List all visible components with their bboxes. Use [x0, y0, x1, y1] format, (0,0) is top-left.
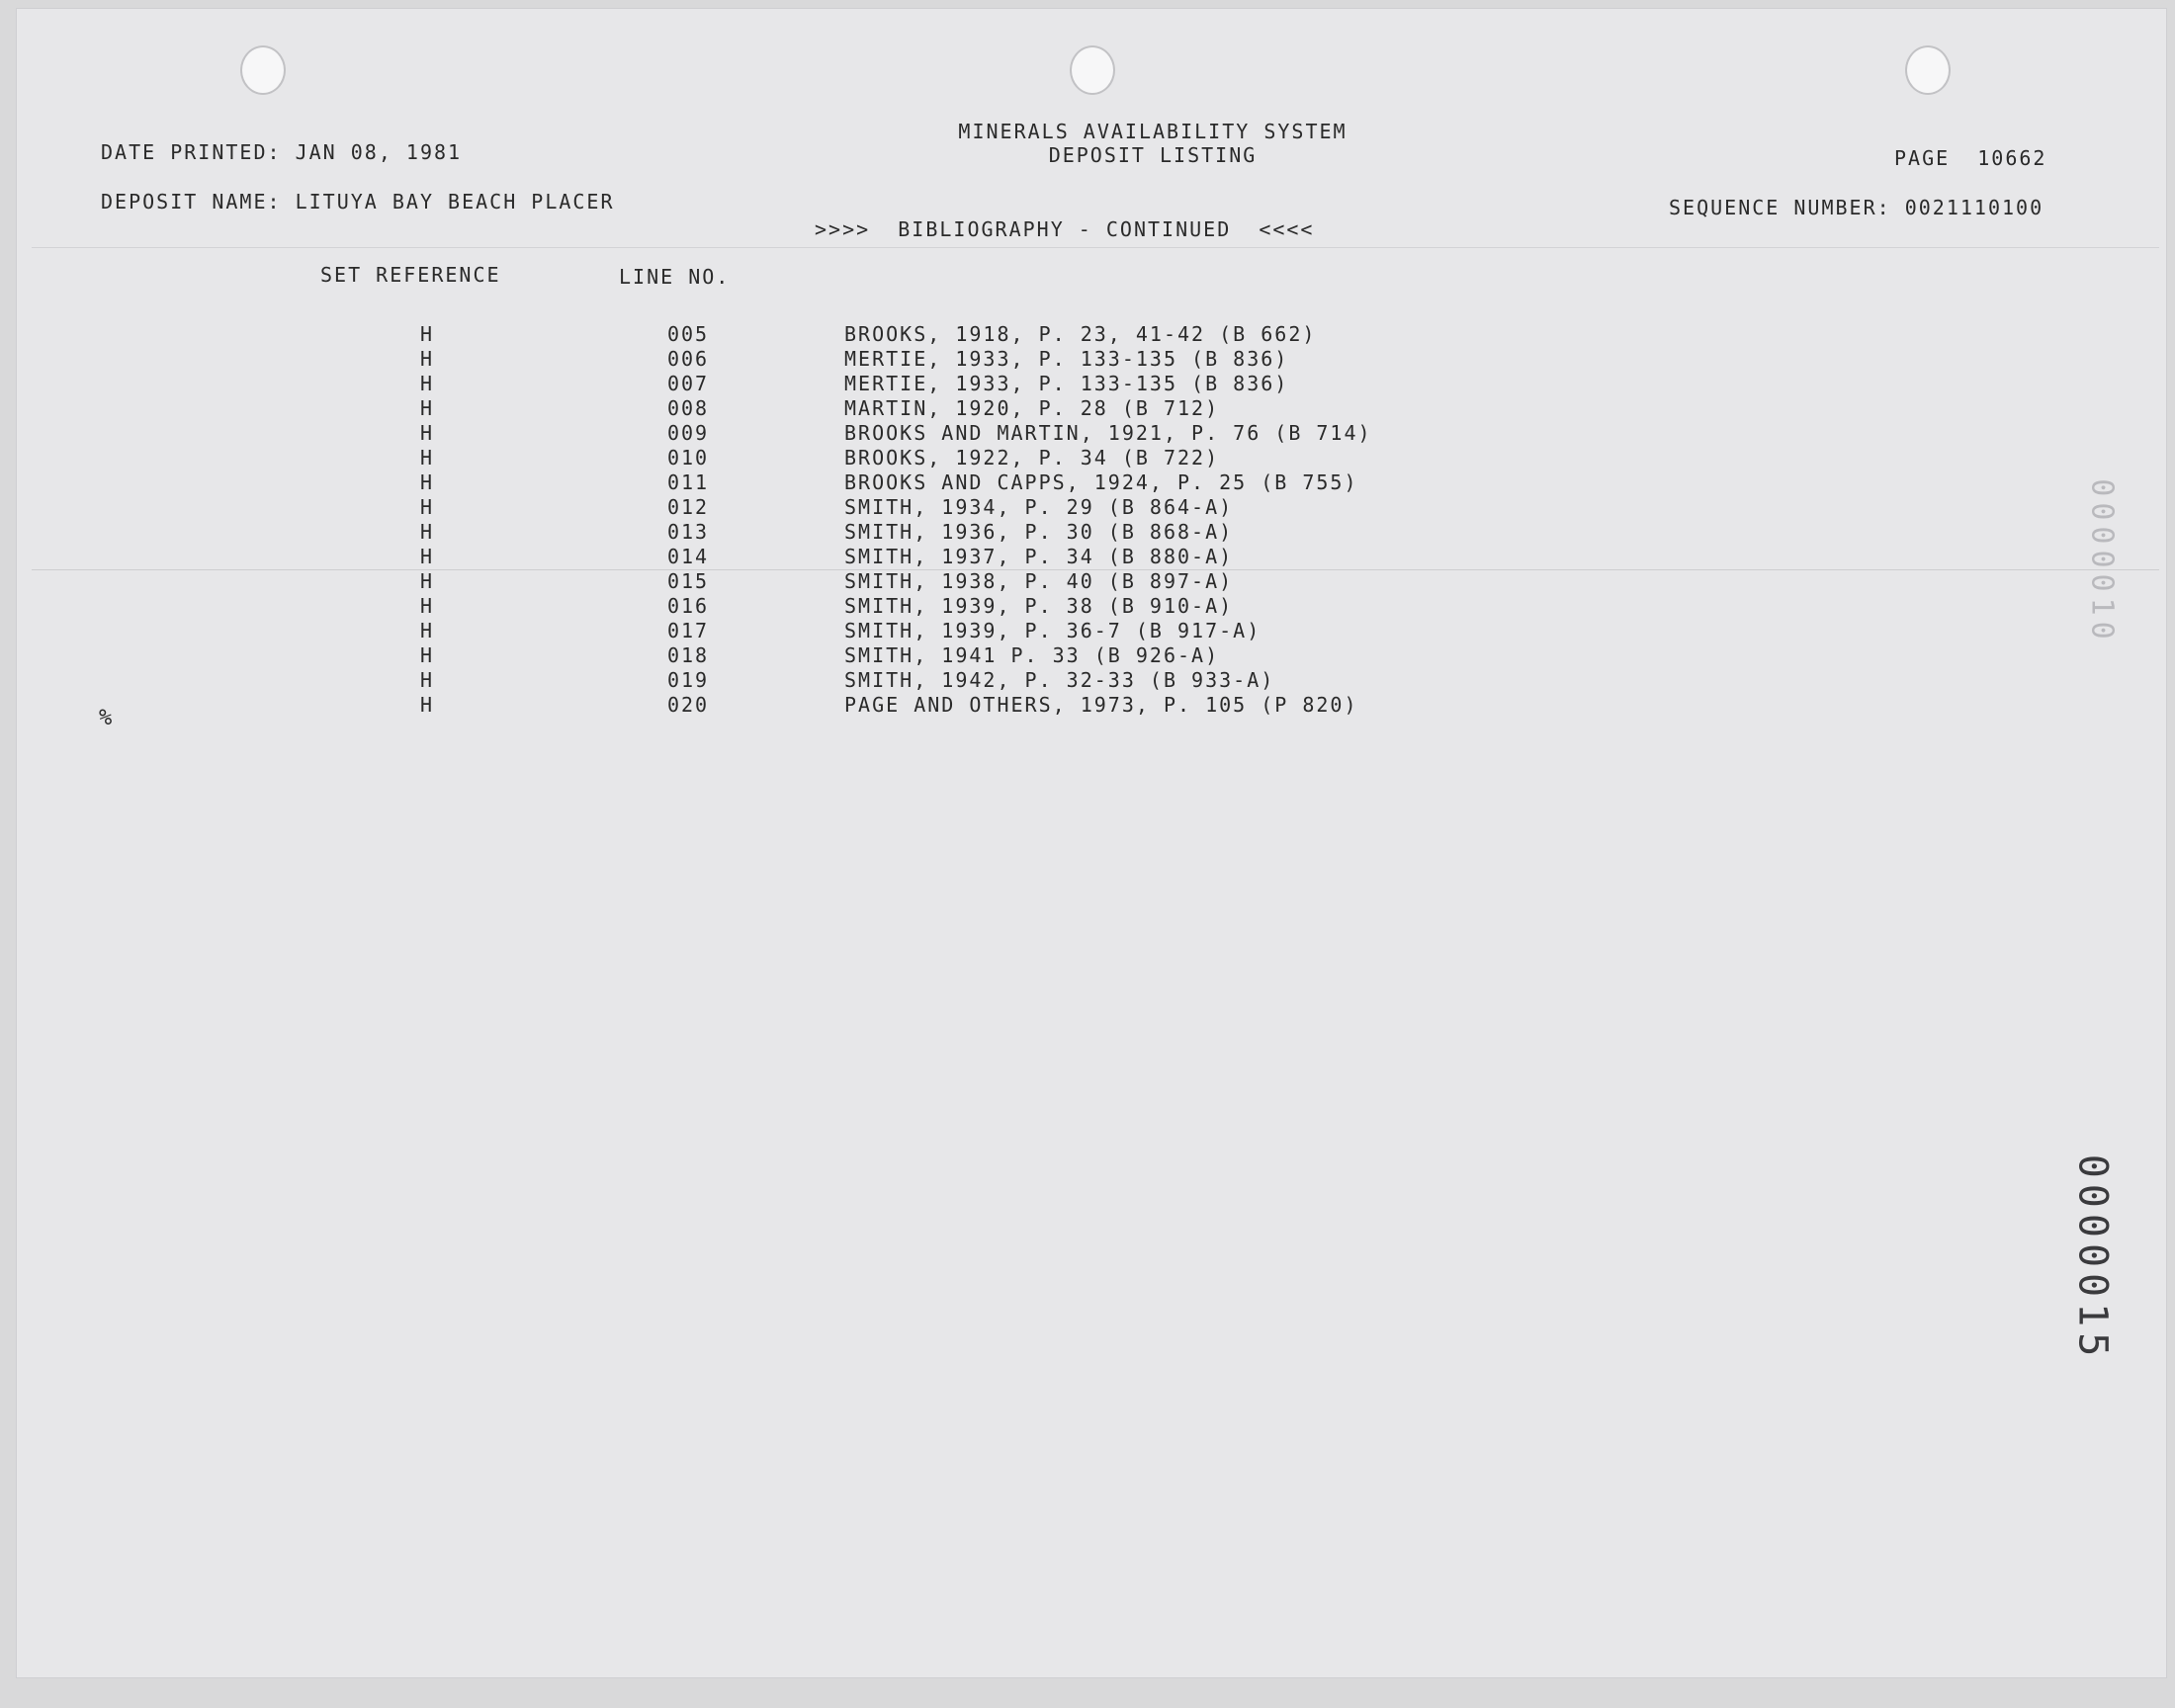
bibliography-table [16, 322, 2167, 718]
set-reference-cell: H [419, 372, 435, 395]
reference-cell: MERTIE, 1933, P. 133-135 (B 836) [844, 372, 1289, 395]
table-row [16, 520, 2167, 545]
line-number-cell: 017 [666, 619, 710, 642]
line-number-cell: 018 [666, 643, 710, 667]
reference-cell: SMITH, 1934, P. 29 (B 864-A) [844, 495, 1234, 519]
header-divider [32, 247, 2159, 248]
printout-sheet [16, 8, 2167, 1678]
line-number-cell: 006 [666, 347, 710, 371]
line-number-cell: 011 [666, 470, 710, 494]
reference-cell: MERTIE, 1933, P. 133-135 (B 836) [844, 347, 1289, 371]
table-row [16, 545, 2167, 569]
line-number-cell: 008 [666, 396, 710, 420]
reference-cell: BROOKS AND CAPPS, 1924, P. 25 (B 755) [844, 470, 1358, 494]
set-reference-cell: H [419, 594, 435, 618]
faint-frame-stamp [2082, 458, 2122, 665]
set-reference-cell: H [419, 322, 435, 346]
table-row [16, 372, 2167, 396]
reference-cell: MARTIN, 1920, P. 28 (B 712) [844, 396, 1220, 420]
section-title: >>>> BIBLIOGRAPHY - CONTINUED <<<< [815, 217, 1315, 241]
line-number-cell: 013 [666, 520, 710, 544]
column-header-line-no: LINE NO. [619, 265, 731, 289]
line-number-cell: 015 [666, 569, 710, 593]
reference-cell: SMITH, 1938, P. 40 (B 897-A) [844, 569, 1234, 593]
binder-hole-right [1905, 45, 1951, 95]
line-number-cell: 012 [666, 495, 710, 519]
set-reference-cell: H [419, 421, 435, 445]
sequence-number: SEQUENCE NUMBER: 0021110100 [1669, 196, 2044, 219]
set-reference-cell: H [419, 495, 435, 519]
table-row [16, 643, 2167, 668]
set-reference-cell: H [419, 545, 435, 568]
line-number-cell: 009 [666, 421, 710, 445]
table-row [16, 619, 2167, 643]
reference-cell: PAGE AND OTHERS, 1973, P. 105 (P 820) [844, 693, 1358, 717]
reference-cell: BROOKS, 1922, P. 34 (B 722) [844, 446, 1220, 470]
set-reference-cell: H [419, 446, 435, 470]
frame-stamp-number: 0000015 [2069, 1153, 2116, 1363]
line-number-cell: 016 [666, 594, 710, 618]
set-reference-cell: H [419, 619, 435, 642]
line-number-cell: 020 [666, 693, 710, 717]
reference-cell: SMITH, 1937, P. 34 (B 880-A) [844, 545, 1234, 568]
set-reference-cell: H [419, 643, 435, 667]
set-reference-cell: H [419, 668, 435, 692]
reference-cell: SMITH, 1942, P. 32-33 (B 933-A) [844, 668, 1275, 692]
binder-hole-center [1070, 45, 1115, 95]
deposit-name: DEPOSIT NAME: LITUYA BAY BEACH PLACER [101, 190, 615, 214]
reference-cell: SMITH, 1939, P. 36-7 (B 917-A) [844, 619, 1262, 642]
reference-cell: SMITH, 1939, P. 38 (B 910-A) [844, 594, 1234, 618]
set-reference-cell: H [419, 569, 435, 593]
listing-title: DEPOSIT LISTING [1048, 143, 1258, 167]
line-number-cell: 010 [666, 446, 710, 470]
frame-stamp [2052, 1145, 2132, 1372]
table-row [16, 347, 2167, 372]
table-row [16, 322, 2167, 347]
table-row [16, 594, 2167, 619]
table-row [16, 569, 2167, 594]
table-row [16, 668, 2167, 693]
table-row [16, 495, 2167, 520]
faint-stamp-number: 0000010 [2084, 477, 2120, 645]
set-reference-cell: H [419, 693, 435, 717]
set-reference-cell: H [419, 520, 435, 544]
line-number-cell: 005 [666, 322, 710, 346]
line-number-cell: 019 [666, 668, 710, 692]
system-title: MINERALS AVAILABILITY SYSTEM [958, 120, 1348, 143]
table-row [16, 693, 2167, 718]
line-number-cell: 007 [666, 372, 710, 395]
end-marker: % [99, 706, 115, 730]
table-row [16, 470, 2167, 495]
table-row [16, 446, 2167, 470]
page-number: PAGE 10662 [1894, 146, 2047, 170]
binder-hole-left [240, 45, 286, 95]
set-reference-cell: H [419, 396, 435, 420]
table-row [16, 396, 2167, 421]
reference-cell: SMITH, 1936, P. 30 (B 868-A) [844, 520, 1234, 544]
table-row [16, 421, 2167, 446]
set-reference-cell: H [419, 470, 435, 494]
reference-cell: BROOKS, 1918, P. 23, 41-42 (B 662) [844, 322, 1317, 346]
set-reference-cell: H [419, 347, 435, 371]
column-header-set-reference: SET REFERENCE [320, 263, 501, 287]
line-number-cell: 014 [666, 545, 710, 568]
reference-cell: SMITH, 1941 P. 33 (B 926-A) [844, 643, 1220, 667]
reference-cell: BROOKS AND MARTIN, 1921, P. 76 (B 714) [844, 421, 1372, 445]
date-printed: DATE PRINTED: JAN 08, 1981 [101, 140, 463, 164]
